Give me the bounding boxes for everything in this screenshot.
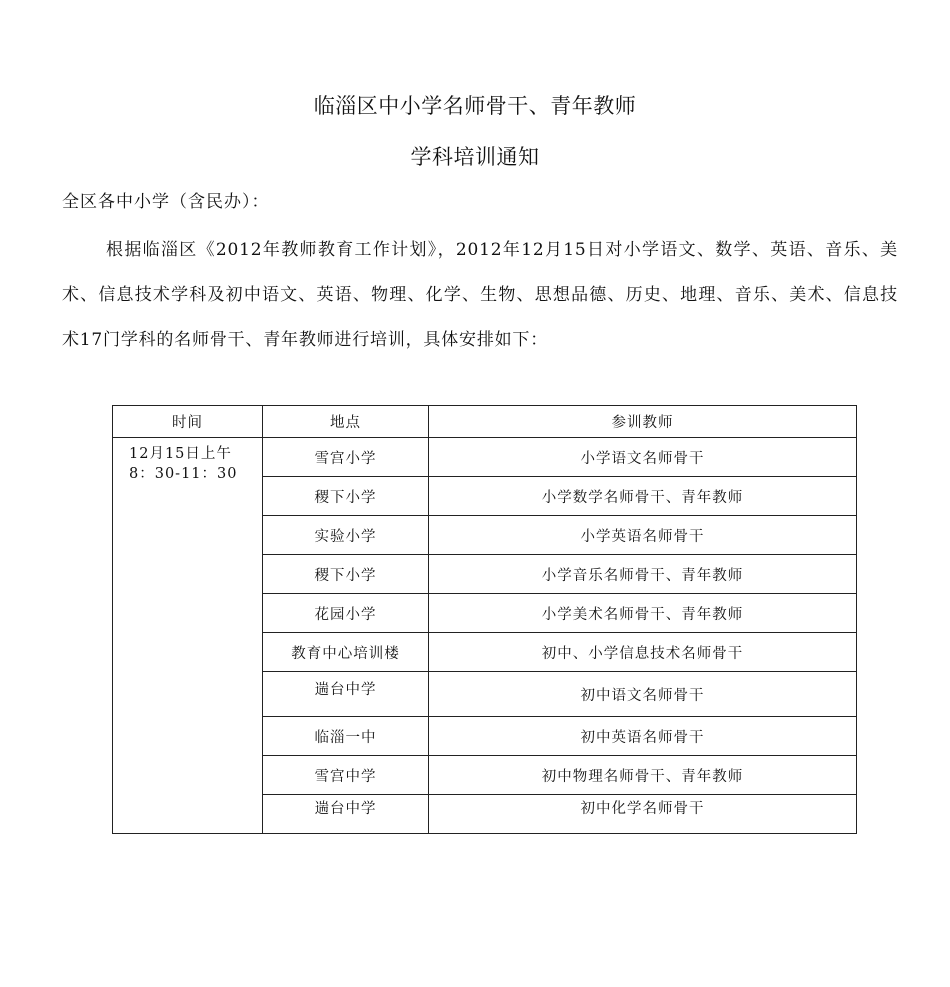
- title-line-2: 学科培训通知: [410, 145, 540, 169]
- place-cell: 稷下小学: [263, 477, 429, 516]
- teachers-cell: 小学音乐名师骨干、青年教师: [429, 555, 857, 594]
- title-line-1: 临淄区中小学名师骨干、青年教师: [313, 94, 637, 118]
- time-range: 8：30-11：30: [129, 466, 238, 482]
- header-time: 时间: [113, 406, 263, 438]
- place-cell: 遄台中学: [263, 672, 429, 717]
- header-teachers: 参训教师: [429, 406, 857, 438]
- place-cell: 遄台中学: [263, 795, 429, 834]
- table-header-row: [113, 406, 857, 438]
- time-date: 12月15日上午: [129, 446, 232, 462]
- table-row: [113, 438, 857, 477]
- teachers-cell: 小学数学名师骨干、青年教师: [429, 477, 857, 516]
- teachers-cell: 初中、小学信息技术名师骨干: [429, 633, 857, 672]
- teachers-cell: 小学语文名师骨干: [429, 438, 857, 477]
- teachers-cell: 初中英语名师骨干: [429, 717, 857, 756]
- teachers-cell: 小学美术名师骨干、青年教师: [429, 594, 857, 633]
- salutation: 全区各中小学（含民办）：: [62, 192, 270, 212]
- time-cell: [113, 438, 263, 834]
- place-cell: 实验小学: [263, 516, 429, 555]
- teachers-cell: 小学英语名师骨干: [429, 516, 857, 555]
- place-cell: 稷下小学: [263, 555, 429, 594]
- teachers-cell: 初中语文名师骨干: [429, 672, 857, 717]
- place-cell: 雪宫中学: [263, 756, 429, 795]
- place-cell: 教育中心培训楼: [263, 633, 429, 672]
- header-place: 地点: [263, 406, 429, 438]
- teachers-cell: 初中物理名师骨干、青年教师: [429, 756, 857, 795]
- teachers-cell: 初中化学名师骨干: [429, 795, 857, 834]
- body-paragraph: 根据临淄区《2012年教师教育工作计划》，2012年12月15日对小学语文、数学、英语、音乐、美术、信息技术学科及初中语文、英语、物理、化学、生物、思想品德、历史、地理、音乐、美术、信息技术17门学科的名师骨干、青年教师进行培训，具体安排如下：: [62, 240, 898, 350]
- place-cell: 临淄一中: [263, 717, 429, 756]
- place-cell: 花园小学: [263, 594, 429, 633]
- schedule-table: [112, 405, 857, 834]
- place-cell: 雪宫小学: [263, 438, 429, 477]
